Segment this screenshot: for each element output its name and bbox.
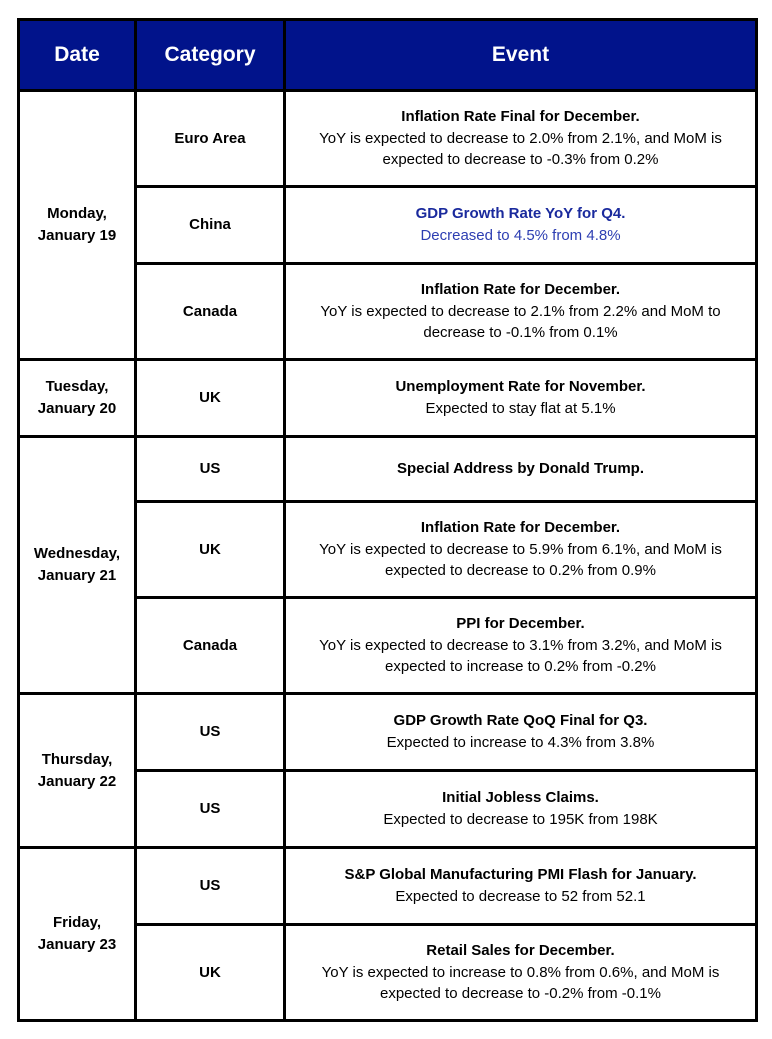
event-title: Inflation Rate for December. xyxy=(420,518,621,536)
event-row xyxy=(19,848,757,925)
event-row xyxy=(19,694,757,771)
event-cell xyxy=(285,502,757,598)
date-weekday: Wednesday, xyxy=(33,545,121,563)
event-cell xyxy=(285,437,757,502)
category-cell: UK xyxy=(136,360,285,437)
category-cell: US xyxy=(136,848,285,925)
event-title: Inflation Rate for December. xyxy=(420,280,621,298)
category-cell: Canada xyxy=(136,264,285,360)
date-weekday: Friday, xyxy=(52,914,102,932)
event-cell xyxy=(285,925,757,1021)
date-day: January 21 xyxy=(37,567,117,584)
event-title: Unemployment Rate for November. xyxy=(395,378,646,396)
category-cell: UK xyxy=(136,925,285,1021)
category-cell: China xyxy=(136,187,285,264)
date-cell xyxy=(19,360,136,437)
event-title: Retail Sales for December. xyxy=(426,941,615,959)
event-description: Expected to decrease to 52 from 52.1 xyxy=(395,888,646,905)
event-description: Expected to decrease to 195K from 198K xyxy=(383,811,658,828)
category-cell: US xyxy=(136,694,285,771)
calendar-body xyxy=(19,91,757,1021)
category-cell: US xyxy=(136,437,285,502)
event-description: YoY is expected to decrease to 5.9% from 6.1%, and MoM is expected to decrease to 0.2% from 0.9% xyxy=(319,540,722,580)
category-cell: Canada xyxy=(136,598,285,694)
header-category: Category xyxy=(136,20,285,91)
event-title: S&P Global Manufacturing PMI Flash for January. xyxy=(344,866,697,884)
event-cell xyxy=(285,694,757,771)
event-cell xyxy=(285,360,757,437)
event-title: GDP Growth Rate QoQ Final for Q3. xyxy=(393,712,648,730)
category-cell: UK xyxy=(136,502,285,598)
event-cell xyxy=(285,187,757,264)
event-cell xyxy=(285,848,757,925)
economic-calendar xyxy=(17,18,758,1022)
date-cell xyxy=(19,848,136,1021)
header-row xyxy=(19,20,757,91)
event-description: YoY is expected to decrease to 3.1% from 3.2%, and MoM is expected to increase to 0.2% from -0.2% xyxy=(319,636,722,676)
date-day: January 23 xyxy=(37,936,117,953)
header-event: Event xyxy=(285,20,757,91)
category-cell: Euro Area xyxy=(136,91,285,187)
date-cell xyxy=(19,694,136,848)
date-weekday: Thursday, xyxy=(41,750,113,768)
economic-calendar-table xyxy=(17,18,758,1022)
header-date: Date xyxy=(19,20,136,91)
event-title: Inflation Rate Final for December. xyxy=(401,107,640,125)
event-description: Expected to increase to 4.3% from 3.8% xyxy=(386,734,655,751)
event-title: PPI for December. xyxy=(456,614,585,632)
date-day: January 20 xyxy=(37,400,117,417)
category-cell: US xyxy=(136,771,285,848)
date-day: January 22 xyxy=(37,772,117,790)
event-title: GDP Growth Rate YoY for Q4. xyxy=(415,205,626,223)
event-description: Expected to stay flat at 5.1% xyxy=(425,400,616,417)
date-day: January 19 xyxy=(37,227,117,244)
event-title: Initial Jobless Claims. xyxy=(442,789,599,807)
date-cell xyxy=(19,91,136,360)
event-description: YoY is expected to increase to 0.8% from 0.6%, and MoM is expected to decrease to -0.2% from -0.1% xyxy=(321,963,720,1003)
date-weekday: Tuesday, xyxy=(45,378,109,396)
event-description: YoY is expected to decrease to 2.1% from 2.2% and MoM to decrease to -0.1% from 0.1% xyxy=(320,302,721,342)
table-header xyxy=(19,20,757,91)
event-cell xyxy=(285,771,757,848)
event-row xyxy=(19,360,757,437)
event-description: Decreased to 4.5% from 4.8% xyxy=(420,227,621,244)
event-row xyxy=(19,91,757,187)
event-cell xyxy=(285,264,757,360)
event-cell xyxy=(285,598,757,694)
event-title: Special Address by Donald Trump. xyxy=(396,460,644,478)
date-weekday: Monday, xyxy=(47,205,107,223)
date-cell xyxy=(19,437,136,694)
event-row xyxy=(19,437,757,502)
event-description: YoY is expected to decrease to 2.0% from 2.1%, and MoM is expected to decrease to -0.3% from 0.2% xyxy=(319,129,722,169)
event-cell xyxy=(285,91,757,187)
